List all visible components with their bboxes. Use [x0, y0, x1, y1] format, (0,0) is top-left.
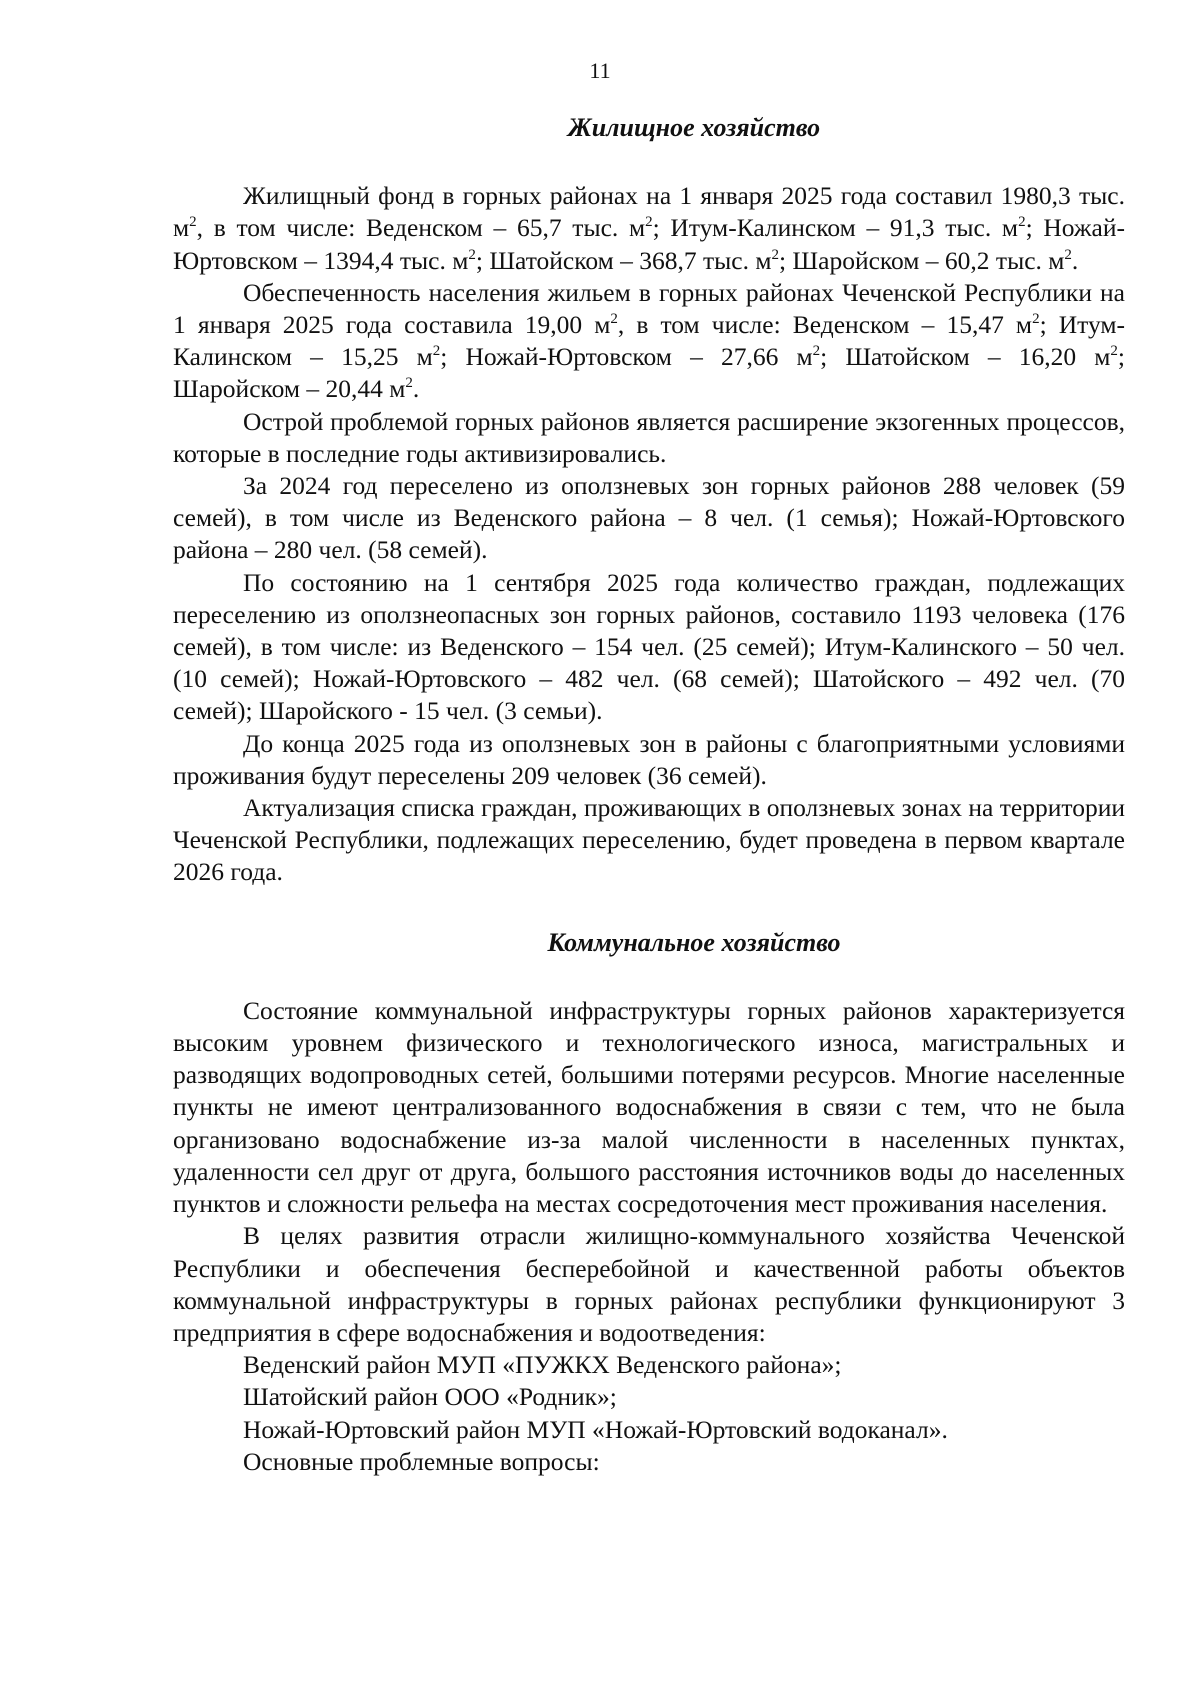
superscript: 2 [771, 246, 779, 263]
paragraph [173, 180, 1125, 277]
section-heading: Жилищное хозяйство [567, 113, 821, 142]
superscript: 2 [610, 311, 618, 328]
text-run: Обеспеченность населения жильем в горных районах Чеченской Республики на 1 января 2025 года составила 19,00 м [173, 277, 1125, 340]
superscript: 2 [189, 214, 197, 231]
paragraph [173, 1414, 1125, 1446]
text-run: Актуализация списка граждан, проживающих в оползневых зонах на территории Чеченской Республики, подлежащих переселению, будет проведена в первом квартале 2026 года. [173, 793, 1125, 887]
text-run: ; Шаройском – 60,2 тыс. м [778, 245, 1065, 275]
text-run: В целях развития отрасли жилищно-коммунального хозяйства Чеченской Республики и обеспечения бесперебойной и качественной работы объектов коммунальной инфраструктуры в горных районах республики функционируют 3 предприятия в сфере водоснабжения и водоотведения: [173, 1221, 1125, 1347]
text-run: ; Шатойском – 16,20 м [820, 342, 1111, 372]
text-run: ; Ножай-Юртовском – 27,66 м [440, 342, 813, 372]
text-run: Состояние коммунальной инфраструктуры горных районов характеризуется высоким уровнем физического и технологического износа, магистральных и разводящих водопроводных сетей, большими потерями ресурсов. Многие населенные пункты не имеют централизованного водоснабжения в связи с тем, что не была организовано водоснабжение из-за малой численности в населенных пунктах, удаленности сел друг от друга, большого расстояния источников воды до населенных пунктов и сложности рельефа на местах сосредоточения мест проживания населения. [173, 995, 1125, 1219]
text-run: . [1071, 245, 1079, 275]
superscript: 2 [1032, 311, 1040, 328]
section-heading: Коммунальное хозяйство [547, 927, 841, 957]
text-run: ; Шаройском – 20,44 м [173, 342, 1125, 404]
text-run: ; Ножай-Юртовском – 1394,4 тыс. м [173, 213, 1125, 275]
document-body [173, 112, 1125, 1478]
superscript: 2 [468, 246, 476, 263]
paragraph [173, 1220, 1125, 1349]
text-run: Веденский район МУП «ПУЖКХ Веденского района»; [243, 1350, 842, 1380]
text-run: За 2024 год переселено из оползневых зон горных районов 288 человек (59 семей), в том числе из Веденского района – 8 чел. (1 семья); Ножай-Юртовского района – 280 чел. (58 семей). [173, 471, 1125, 565]
text-run: До конца 2025 года из оползневых зон в районы с благоприятными условиями проживания будут переселены 209 человек (36 семей). [173, 728, 1125, 790]
superscript: 2 [1018, 214, 1026, 231]
text-run: , в том числе: Веденском – 15,47 м [617, 310, 1033, 340]
text-run: Острой проблемой горных районов является расширение экзогенных процессов, которые в последние годы активизировались. [173, 406, 1125, 468]
paragraph [173, 470, 1125, 567]
superscript: 2 [812, 343, 821, 360]
paragraph [173, 406, 1125, 470]
superscript: 2 [1064, 246, 1072, 263]
paragraph [173, 995, 1125, 1220]
text-run: По состоянию на 1 сентября 2025 года количество граждан, подлежащих переселению из оползнеопасных зон горных районов, составило 1193 человека (176 семей), в том числе: из Веденского – 154 чел. (25 семей); Итум-Калинского – 50 чел. (10 семей); Ножай-Юртовского – 482 чел. (68 семей); Шатойского – 492 чел. (70 семей); Шаройского - 15 чел. (3 семьи). [173, 567, 1125, 726]
superscript: 2 [405, 375, 413, 392]
superscript: 2 [645, 214, 653, 231]
text-run: Ножай-Юртовский район МУП «Ножай-Юртовский водоканал». [243, 1414, 948, 1444]
paragraph [173, 1446, 1125, 1478]
text-run: ; Итум-Калинском – 91,3 тыс. м [652, 213, 1019, 243]
paragraph [173, 1381, 1125, 1413]
text-run: Шатойский район ООО «Родник»; [243, 1382, 617, 1412]
text-run: ; Итум-Калинском – 15,25 м [173, 310, 1126, 372]
text-run: Основные проблемные вопросы: [243, 1446, 600, 1476]
superscript: 2 [432, 343, 441, 360]
paragraph [173, 277, 1125, 406]
paragraph [173, 792, 1125, 889]
paragraph [173, 567, 1125, 728]
text-run: . [412, 374, 420, 404]
text-run: ; Шатойском – 368,7 тыс. м [475, 245, 772, 275]
text-run: Жилищный фонд в горных районах на 1 января 2025 года составил 1980,3 тыс. м [173, 181, 1125, 243]
page-number: 11 [589, 58, 611, 83]
superscript: 2 [1110, 343, 1118, 360]
paragraph [173, 1349, 1125, 1381]
paragraph [173, 728, 1125, 792]
text-run: , в том числе: Веденском – 65,7 тыс. м [196, 213, 646, 243]
